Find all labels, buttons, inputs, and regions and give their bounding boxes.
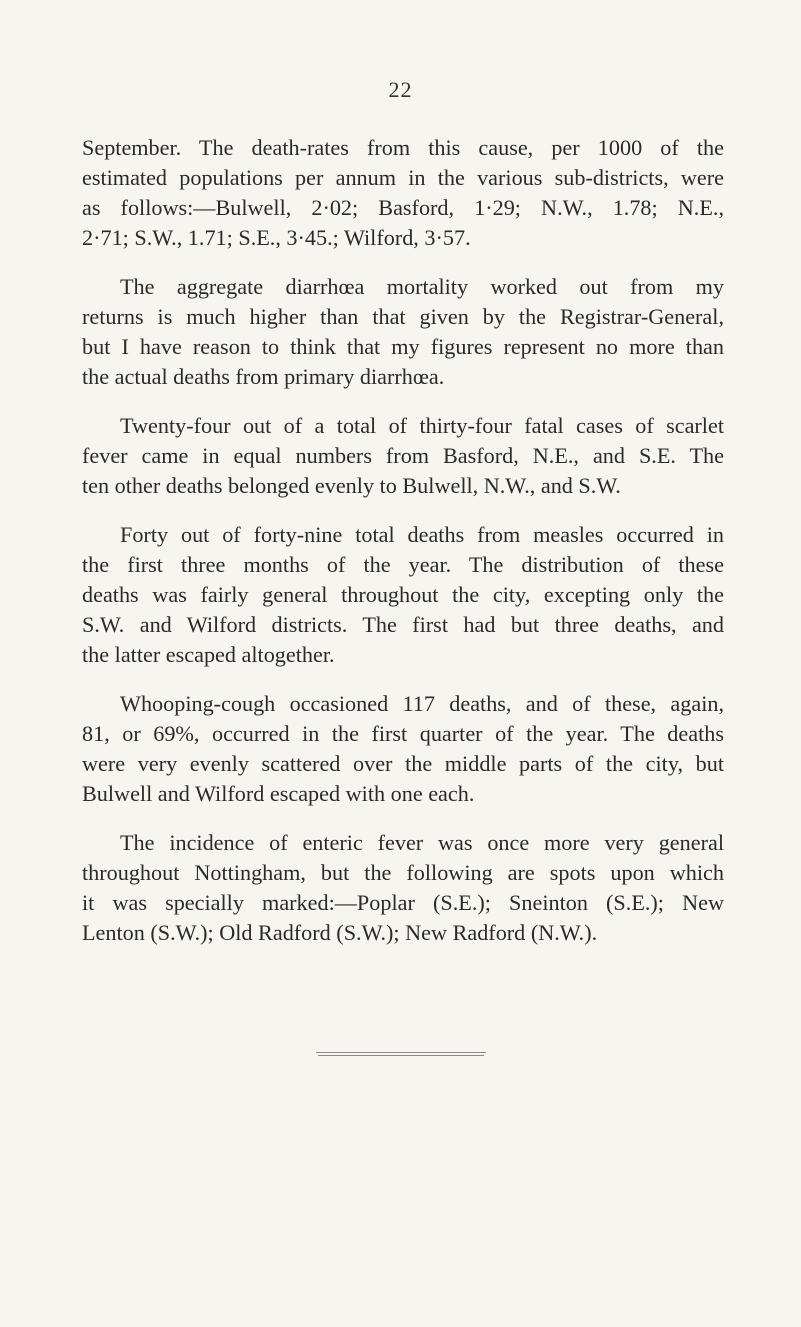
paragraph-enteric-fever xyxy=(82,828,724,948)
page-number: 22 xyxy=(388,77,413,102)
section-divider xyxy=(316,1052,486,1053)
paragraph-line: but I have reason to think that my figures represent no more than xyxy=(82,334,724,359)
paragraph-line: 81, or 69%, occurred in the first quarter of the year. The deaths xyxy=(82,721,724,746)
paragraph-line: Forty out of forty-nine total deaths from measles occurred in xyxy=(120,522,724,547)
paragraph-death-rates xyxy=(82,133,724,253)
paragraph-scarlet-fever xyxy=(82,411,724,501)
paragraph-line: were very evenly scattered over the middle parts of the city, but xyxy=(82,751,724,776)
paragraph-line: deaths was fairly general throughout the city, excepting only the xyxy=(82,582,724,607)
paragraph-whooping-cough xyxy=(82,689,724,809)
paragraph-line: Whooping-cough occasioned 117 deaths, and of these, again, xyxy=(120,691,724,716)
paragraph-diarrhoea xyxy=(82,272,724,392)
text-body xyxy=(82,133,724,967)
paragraph-line: it was specially marked:—Poplar (S.E.); Sneinton (S.E.); New xyxy=(82,890,724,915)
paragraph-line: estimated populations per annum in the various sub-districts, were xyxy=(82,165,724,190)
paragraph-line: The incidence of enteric fever was once more very general xyxy=(120,830,724,855)
paragraph-line: September. The death-rates from this cause, per 1000 of the xyxy=(82,135,724,160)
paragraph-measles xyxy=(82,520,724,670)
paragraph-line: returns is much higher than that given by the Registrar-General, xyxy=(82,304,724,329)
paragraph-line: the first three months of the year. The distribution of these xyxy=(82,552,724,577)
paragraph-line: as follows:—Bulwell, 2·02; Basford, 1·29; N.W., 1.78; N.E., xyxy=(82,195,724,220)
paragraph-line: S.W. and Wilford districts. The first had but three deaths, and xyxy=(82,612,724,637)
paragraph-line: Twenty-four out of a total of thirty-four fatal cases of scarlet xyxy=(120,413,724,438)
paragraph-line: Lenton (S.W.); Old Radford (S.W.); New Radford (N.W.). xyxy=(82,920,598,945)
paragraph-line: Bulwell and Wilford escaped with one each. xyxy=(82,781,475,806)
paragraph-line: the latter escaped altogether. xyxy=(82,642,335,667)
paragraph-line: the actual deaths from primary diarrhœa. xyxy=(82,364,445,389)
paragraph-line: The aggregate diarrhœa mortality worked out from my xyxy=(120,274,724,299)
paragraph-line: throughout Nottingham, but the following are spots upon which xyxy=(82,860,724,885)
paragraph-line: fever came in equal numbers from Basford, N.E., and S.E. The xyxy=(82,443,724,468)
paragraph-line: ten other deaths belonged evenly to Bulwell, N.W., and S.W. xyxy=(82,473,621,498)
section-divider xyxy=(318,1055,484,1056)
paragraph-line: 2·71; S.W., 1.71; S.E., 3·45.; Wilford, 3·57. xyxy=(82,225,471,250)
